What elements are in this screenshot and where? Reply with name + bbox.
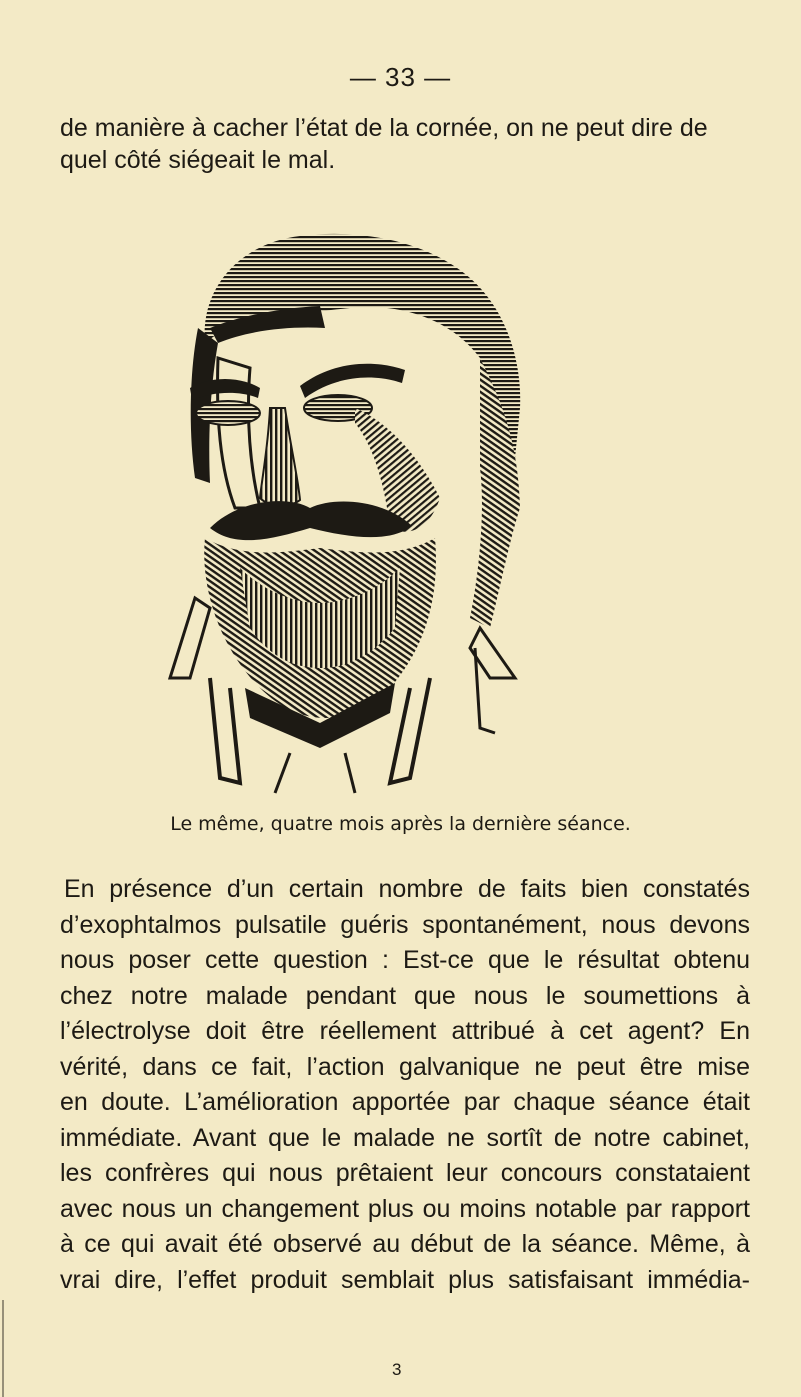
- portrait-engraving: [150, 208, 530, 798]
- body-line: d’exophtalmos pulsatile guéris spontanément, nous devons: [60, 910, 750, 939]
- intro-paragraph: [60, 112, 750, 176]
- body-line: chez notre malade pendant que nous le soumettions à: [60, 981, 750, 1010]
- portrait-illustration: [150, 208, 530, 798]
- intro-line: de manière à cacher l’état de la cornée, on ne peut dire de: [60, 114, 708, 142]
- page-number: — 33 —: [349, 62, 452, 92]
- signature-mark: 3: [392, 1360, 402, 1379]
- body-line: en doute. L’amélioration apportée par chaque séance était: [60, 1088, 750, 1116]
- body-line: vérité, dans ce fait, l’action galvanique ne peut être mise: [60, 1052, 750, 1081]
- body-line: En présence d’un certain nombre de faits bien constatés: [64, 875, 750, 903]
- body-line: à ce qui avait été observé au début de la séance. Même, à: [60, 1230, 750, 1258]
- figure-caption: Le même, quatre mois après la dernière séance.: [170, 813, 631, 835]
- body-line: avec nous un changement plus ou moins notable par rapport: [60, 1194, 750, 1223]
- body-paragraph: [60, 872, 750, 1298]
- page-edge-line: [2, 1300, 4, 1397]
- body-line: nous poser cette question : Est-ce que le résultat obtenu: [60, 946, 750, 974]
- body-line: les confrères qui nous prêtaient leur concours constataient: [60, 1159, 750, 1187]
- intro-line: quel côté siégeait le mal.: [60, 146, 336, 174]
- body-line: immédiate. Avant que le malade ne sortît de notre cabinet,: [60, 1123, 750, 1152]
- body-line: l’électrolyse doit être réellement attribué à cet agent? En: [60, 1017, 750, 1045]
- body-line: vrai dire, l’effet produit semblait plus satisfaisant immédia-: [60, 1265, 750, 1294]
